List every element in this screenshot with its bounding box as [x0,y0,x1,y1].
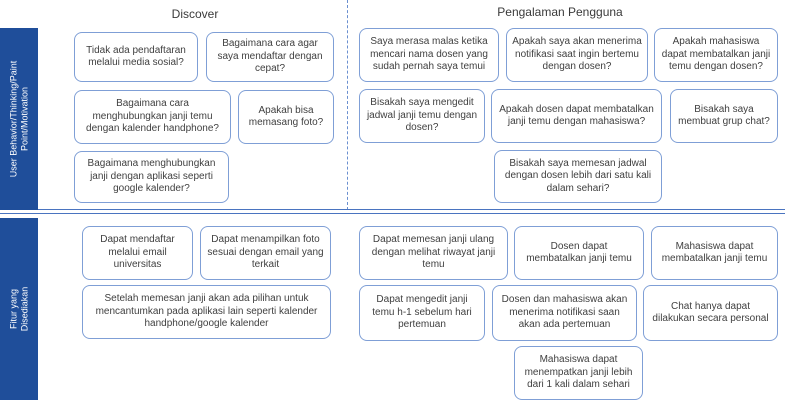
discover-card: Bagaimana menghubungkan janji dengan aplikasi seperti google kalender? [74,151,229,203]
fitur-discover-card: Dapat menampilkan foto sesuai dengan email yang terkait [200,226,331,280]
fitur-pengalaman-card: Mahasiswa dapat membatalkan janji temu [651,226,778,280]
row-label-behavior-line2: Point/Motivation [19,86,29,152]
fitur-pengalaman-card: Mahasiswa dapat menempatkan janji lebih dari 1 kali dalam sehari [514,346,643,400]
row-divider-top [0,209,785,210]
row-label-fitur-line1: Fitur yang [8,288,18,330]
row-label-fitur-line2: Disediakan [19,286,29,332]
discover-card: Bagaimana cara menghubungkan janji temu dengan kalender handphone? [74,90,231,144]
fitur-discover-card: Setelah memesan janji akan ada pilihan untuk mencantumkan pada aplikasi lain seperti kalender handphone/google kalender [82,285,331,339]
fitur-pengalaman-card: Chat hanya dapat dilakukan secara personal [643,285,778,341]
row-label-behavior [0,28,38,210]
pengalaman-card: Apakah saya akan menerima notifikasi saat ingin bertemu dengan dosen? [506,28,648,82]
row-divider-bottom [0,213,785,214]
column-divider [347,0,348,210]
pengalaman-card: Apakah dosen dapat membatalkan janji temu dengan mahasiswa? [491,89,662,143]
discover-card: Apakah bisa memasang foto? [238,90,334,144]
fitur-pengalaman-card: Dapat mengedit janji temu h-1 sebelum hari pertemuan [359,285,485,341]
pengalaman-card: Bisakah saya membuat grup chat? [670,89,778,143]
fitur-pengalaman-card: Dosen dapat membatalkan janji temu [514,226,644,280]
pengalaman-header: Pengalaman Pengguna [497,5,623,19]
fitur-pengalaman-card: Dapat memesan janji ulang dengan melihat riwayat janji temu [359,226,508,280]
fitur-discover-card: Dapat mendaftar melalui email universitas [82,226,193,280]
pengalaman-card: Saya merasa malas ketika mencari nama dosen yang sudah pernah saya temui [359,28,499,82]
row-label-behavior-line1: User Behavior/Thinking/Paint [8,60,18,178]
pengalaman-card: Bisakah saya memesan jadwal dengan dosen lebih dari satu kali dalam sehari? [494,150,662,203]
discover-header: Discover [171,7,219,21]
discover-card: Tidak ada pendaftaran melalui media sosial? [74,32,198,82]
discover-card: Bagaimana cara agar saya mendaftar dengan cepat? [206,32,334,82]
fitur-pengalaman-card: Dosen dan mahasiswa akan menerima notifikasi saan akan ada pertemuan [492,285,637,341]
pengalaman-card: Bisakah saya mengedit jadwal janji temu dengan dosen? [359,89,485,143]
pengalaman-card: Apakah mahasiswa dapat membatalkan janji temu dengan dosen? [654,28,778,82]
row-label-fitur [0,218,38,400]
